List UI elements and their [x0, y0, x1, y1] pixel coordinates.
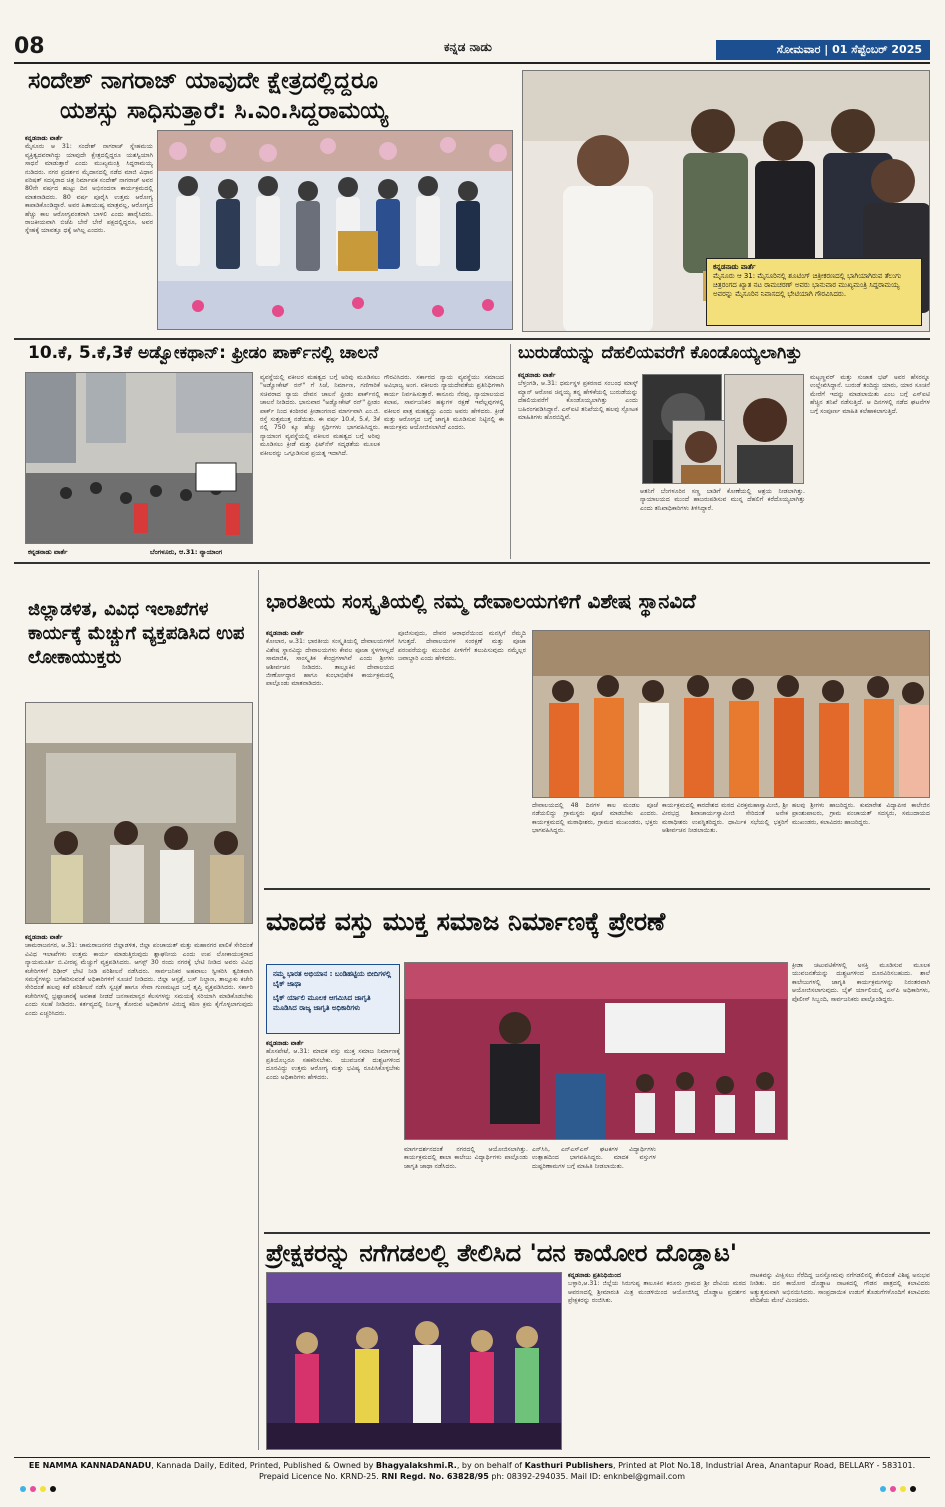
story6-sidebar	[266, 964, 400, 1034]
story1-headline-line1: ಸಂದೇಶ್ ನಾಗರಾಜ್ ಯಾವುದೇ ಕ್ಷೇತ್ರದಲ್ಲಿದ್ದರೂ	[28, 68, 378, 94]
column-divider	[510, 344, 511, 559]
story6-body-col4: ಕ್ರೀಡಾ ಚಟುವಟಿಕೆಗಳಲ್ಲಿ ಅಸಕ್ತಿ ಮೂಡಿಸುವ ಮೂಲಕ ಯುವಜನತೆಯನ್ನು ದುಶ್ಚಟಗಳಿಂದ ದೂರವಿರಿಸಬಹುದು. ಶಾಲೆ ಕಾಲೇಜುಗಳಲ್ಲಿ ಜಾಗೃತಿ ಕಾರ್ಯಕ್ರಮಗಳನ್ನು ನಿರಂತರವಾಗಿ ಆಯೋಜಿಸಲಾಗುವುದು. ಬೈಕ್ ರ್ಯಾಲಿಯಲ್ಲಿ ಎಸ್‌ಪಿ ಅಧಿಕಾರಿಗಳು, ಪೊಲೀಸ್ ಸಿಬ್ಬಂದಿ, ಸಾರ್ವಜನಿಕರು ಪಾಲ್ಗೊಂಡಿದ್ದರು.	[792, 962, 930, 1003]
drama-stage-illustration	[267, 1273, 562, 1450]
footer-contact: ph: 08392-294035. Mail ID: enknbel@gmail.com	[488, 1472, 685, 1481]
registration-marks-right	[880, 1486, 916, 1492]
divider	[264, 888, 930, 890]
story3-body-col3: ಮಟ್ಟಣ್ಣವರ್ ಮತ್ತು ಸುಜಾತ ಭಟ್ ಅವರ ಹೆಸರನ್ನೂ ಉಲ್ಲೇಖಿಸಿದ್ದಾನೆ. ಬುರುಡೆ ತಂದಿದ್ದು ಯಾರು, ಯಾರ ಸೂಚನೆ ಮೇರೆಗೆ ಇದನ್ನು ಮಾಡಲಾಯಿತು ಎಂಬ ಬಗ್ಗೆ ಎಸ್‌ಐಟಿ ಹೆಚ್ಚಿನ ತನಿಖೆ ನಡೆಸುತ್ತಿದೆ. ಆ ದಿನಗಳಲ್ಲಿ ನಡೆದ ಘಟನೆಗಳ ಬಗ್ಗೆ ಸಂಪೂರ್ಣ ಮಾಹಿತಿ ಕಲೆಹಾಕಲಾಗುತ್ತಿದೆ.	[810, 374, 930, 415]
lokayukta-visit-illustration	[26, 703, 253, 924]
story5-byline: ಕನ್ನಡನಾಡು ವಾರ್ತೆ	[266, 630, 304, 637]
story4-body	[25, 934, 253, 1446]
story7-headline: ಪ್ರೇಕ್ಷಕರನ್ನು ನಗೆಗಡಲಲ್ಲಿ ತೇಲಿಸಿದ 'ದನ ಕಾಯೋರ ದೊಡ್ಡಾಟ'	[266, 1239, 738, 1267]
story4-photo	[25, 702, 253, 924]
story5-body-col1	[266, 630, 394, 800]
person2-illustration	[725, 375, 804, 484]
story2-body-col1: ವ್ಯವಸ್ಥೆಯಲ್ಲಿ ವಕೀಲರ ಮಹತ್ವದ ಬಗ್ಗೆ ಅರಿವು ಮೂಡಿಸಲು "ಅಡ್ವೋಕೇಟ್ ರನ್" ಗೆ ಸಿಜೆ, ನಿರ್ಮಾಣ, ಗಣಿಗಾರಿಕೆ ಸಚಿವರಾದ ನ್ಯಾಯ ದೇವನ ಚಾಲನೆ ಫ್ರೀಡಂ ಪಾರ್ಕ್‌ನಲ್ಲಿ ಚಾಲನೆ ನೀಡಿದರು. ಭಾನುವಾರ "ಅಡ್ವೋಕೇಟ್ ರನ್" ಫ್ರೀಡಂ ಪಾರ್ಕ್ ನಿಂದ ಕಂಠೀರವ ಕ್ರೀಡಾಂಗಣದ ಮಾರ್ಗವಾಗಿ ಎಂ.ಜಿ. ರಸ್ತೆ ಸುತ್ತಮುತ್ತ ನಡೆಯಿತು. ಈ ವರ್ಷ 10.ಕೆ, 5.ಕೆ, 3ಕೆ ನಲ್ಲಿ 750 ಕ್ಕೂ ಹೆಚ್ಚು ಸ್ಪರ್ಧಿಗಳು ಭಾಗವಹಿಸಿದ್ದರು. ನ್ಯಾಯಾಂಗ ವ್ಯವಸ್ಥೆಯಲ್ಲಿ ವಕೀಲರ ಮಹತ್ವದ ಬಗ್ಗೆ ಅರಿವು ಮೂಡಿಸಲು ಕ್ರೀಡೆ ಮತ್ತು ಫಿಟ್‌ನೆಸ್ ಸದೃಢತೆಯ ಮೂಲಕ ವಕೀಲರನ್ನು ಒಗ್ಗೂಡಿಸುವ ಪ್ರಯತ್ನ ಇದಾಗಿದೆ.	[260, 374, 380, 457]
story3-text-col1: ಬೆಳ್ತಂಗಡಿ, ಆ.31: ಧರ್ಮಸ್ಥಳ ಪ್ರಕರಣದ ಸಂಬಂಧ ಮಾಸ್ಕ್ ಮ್ಯಾನ್ ಆರೋಪ ಚಿನ್ನಯ್ಯ ತನ್ನ ಹೇಳಿಕೆಯಲ್ಲಿ ಬುರುಡೆಯನ್ನು ದೆಹಲಿಯವರೆಗೆ ಕೊಂಡೊಯ್ಯಲಾಗಿತ್ತು ಎಂದು ಬಹಿರಂಗಪಡಿಸಿದ್ದಾನೆ. ಎಸ್‌ಐಟಿ ತನಿಖೆಯಲ್ಲಿ ಹಲವು ಸ್ಫೋಟಕ ಮಾಹಿತಿಗಳು ಹೊರಬಿದ್ದಿವೆ.	[518, 380, 638, 422]
story2-credit-right: ಬೆಂಗಳೂರು, ಆ.31: ನ್ಯಾಯಾಂಗ	[150, 548, 223, 556]
story1-caption-text: ಮೈಸೂರು ಆ 31: ಮೈಸೂರಿನಲ್ಲಿ ಶೂಟಿಂಗ್ ಚಿತ್ರೀಕರಣದಲ್ಲಿ ಭಾಗಿಯಾಗಿರುವ ತೆಲುಗು ಚಿತ್ರರಂಗದ ಖ್ಯಾತ ನಟ ರಾಮಚರಣ್ ಅವರು ಭಾನುವಾರ ಮುಖ್ಯಮಂತ್ರಿ ಸಿದ್ದರಾಮಯ್ಯ ಅವರನ್ನು ಮೈಸೂರಿನ ನಿವಾಸದಲ್ಲಿ ಭೇಟಿಯಾಗಿ ಗೌರವಿಸಿದರು.	[713, 272, 902, 298]
group-photo-illustration	[158, 131, 513, 330]
story6-sidebar-line2: ಬೈಕ್ ರ್ಯಾಲಿ ಮೂಲಕ ಆಗಮಿಸಿದ ಜಾಗೃತಿ ಮೂಡಿಸಿದ ರಾಜ್ಯ ಜಾಗೃತಿ ಅಧಿಕಾರಿಗಳು	[273, 994, 371, 1012]
rally-photo-illustration	[26, 373, 253, 544]
story3-headline: ಬುರುಡೆಯನ್ನು ದೆಹಲಿಯವರೆಗೆ ಕೊಂಡೊಯ್ಯಲಾಗಿತ್ತು	[518, 343, 803, 363]
registration-marks-left	[20, 1486, 56, 1492]
brand-name: ಕನ್ನಡ ನಾಡು	[444, 40, 492, 54]
story6-body-col3: ಎನ್‌ಸಿಸಿ, ಎನ್‌ಎಸ್‌ಎಸ್ ಘಟಕಗಳ ವಿದ್ಯಾರ್ಥಿಗಳು ಉತ್ಸಾಹದಿಂದ ಭಾಗವಹಿಸಿದ್ದರು. ಮಾದಕ ವಸ್ತುಗಳ ದುಷ್ಪರಿಣಾಮಗಳ ಬಗ್ಗೆ ಮಾಹಿತಿ ನೀಡಲಾಯಿತು.	[532, 1146, 656, 1170]
story1-group-photo	[157, 130, 513, 330]
story3-body-col2: ಆತನಿಗೆ ಬೆಂಗಳೂರಿನ ಸಣ್ಣ ಬಾಡಿಗೆ ಕೋಣೆಯಲ್ಲಿ ಆಶ್ರಯ ನೀಡಲಾಗಿತ್ತು. ನ್ಯಾಯಾಲಯದ ಮುಂದೆ ಹಾಜರುಪಡಿಸುವ ಮುನ್ನ ದೆಹಲಿಗೆ ಕರೆದೊಯ್ಯಲಾಗಿತ್ತು ಎಂದು ತನಿಖಾಧಿಕಾರಿಗಳು ತಿಳಿಸಿದ್ದಾರೆ.	[640, 488, 805, 512]
footer-rni: RNI Regd. No. 63828/95	[381, 1472, 489, 1481]
footer-publisher: Kasthuri Publishers	[524, 1461, 613, 1470]
speaker-event-illustration	[405, 963, 788, 1140]
story3-body-col1	[518, 372, 638, 484]
date-band: ಸೋಮವಾರ | 01 ಸೆಪ್ಟೆಂಬರ್ 2025	[716, 40, 930, 60]
story3-person1-photo	[672, 420, 728, 484]
story7-byline: ಕನ್ನಡನಾಡು ಪ್ರತಿನಿಧಿಯಿಂದ	[568, 1272, 622, 1279]
story7-drama-photo	[266, 1272, 562, 1450]
story5-swamiji-photo	[532, 630, 930, 798]
story6-speaker-photo	[404, 962, 788, 1140]
story4-byline: ಕನ್ನಡನಾಡು ವಾರ್ತೆ	[25, 934, 63, 941]
page-number: 08	[14, 34, 45, 59]
footer-owner: Bhagyalakshmi.R.	[375, 1461, 457, 1470]
swamiji-group-illustration	[533, 631, 930, 798]
story5-body-col3: ದೇವಾಲಯದಲ್ಲಿ 48 ದಿನಗಳ ಕಾಲ ಮಂಡಲ ಪೂಜೆ ನಡೆಯಲಿದ್ದು ಗ್ರಾಮಸ್ಥರು ಪೂಜೆ ಮಾಡಬೇಕು ಎಂದರು. ಕಾರ್ಯಕ್ರಮದಲ್ಲಿ ಮಠಾಧೀಶರು, ಗ್ರಾಮದ ಮುಖಂಡರು, ಭಕ್ತರು ಭಾಗವಹಿಸಿದ್ದರು.	[532, 802, 658, 835]
story2-headline: 10.ಕೆ, 5.ಕೆ,3ಕೆ ಅಡ್ವೋಕಥಾನ್: ಫ್ರೀಡಂ ಪಾರ್ಕ್‌ನಲ್ಲಿ ಚಾಲನೆ	[28, 343, 379, 363]
story2-body-col2: ಗೌರವಿಸಿದರು. ಸರ್ಕಾರದ ನ್ಯಾಯ ವ್ಯವಸ್ಥೆಯು ಸಮಾಜದ ಅವಿಭಾಜ್ಯ ಅಂಗ. ವಕೀಲರು ನ್ಯಾಯದೇವತೆಯ ಪ್ರತಿನಿಧಿಗಳಾಗಿ ಕಾರ್ಯ ನಿರ್ವಹಿಸುತ್ತಾರೆ. ಕಾನೂನು ನೆರವು, ನ್ಯಾಯಾಲಯದ ಕಲಾಪ, ಸಾರ್ವಜನಿಕರ ಹಕ್ಕುಗಳ ರಕ್ಷಣೆ ಇವೆಲ್ಲವುಗಳಲ್ಲಿ ವಕೀಲರ ಪಾತ್ರ ಮಹತ್ವದ್ದು ಎಂದು ಅವರು ಹೇಳಿದರು. ಕ್ರೀಡೆ ಮತ್ತು ಆರೋಗ್ಯದ ಬಗ್ಗೆ ಜಾಗೃತಿ ಮೂಡಿಸುವ ನಿಟ್ಟಿನಲ್ಲಿ ಈ ಕಾರ್ಯಕ್ರಮ ಆಯೋಜಿಸಲಾಗಿದೆ ಎಂದರು.	[384, 374, 504, 432]
story7-body-col2: ನಾಟಕವನ್ನು ವೀಕ್ಷಿಸಲು ನೆರೆದಿದ್ದ ಜನಸ್ತೋಮವು ನಗೆಗಡಲಿನಲ್ಲಿ ತೇಲಿದಂತೆ ವಿಶಿಷ್ಟ ಅನುಭವ ನೀಡಿತು. ದನ ಕಾಯೋರ ದೊಡ್ಡಾಟ ನಾಟಕದಲ್ಲಿ ಗೌಡನ ಪಾತ್ರದಲ್ಲಿ ಕಲಾವಿದರು ಅತ್ಯುತ್ತಮವಾಗಿ ಅಭಿನಯಿಸಿದರು. ಸಾಂಪ್ರದಾಯಿಕ ಉಡುಗೆ ತೊಡುಗೆಗಳೊಂದಿಗೆ ಕಲಾವಿದರು ವೇದಿಕೆಯ ಮೇಲೆ ಮಿಂಚಿದರು.	[750, 1272, 930, 1305]
story4-text: ಚಾಮರಾಜನಗರ, ಆ.31: ಚಾಮರಾಜನಗರ ಜಿಲ್ಲಾಡಳಿತ, ಜಿಲ್ಲಾ ಪಂಚಾಯತ್ ಮತ್ತು ಮಹಾನಗರ ಪಾಲಿಕೆ ಸೇರಿದಂತೆ ವಿವಿಧ ಇಲಾಖೆಗಳು ಉತ್ತಮ ಕಾರ್ಯ ಮಾಡುತ್ತಿರುವುದು ಶ್ಲಾಘನೀಯ ಎಂದು ಉಪ ಲೋಕಾಯುಕ್ತರಾದ ನ್ಯಾಯಮೂರ್ತಿ ಬಿ.ವೀರಪ್ಪ ಮೆಚ್ಚುಗೆ ವ್ಯಕ್ತಪಡಿಸಿದರು. ಆಗಸ್ಟ್ 30 ರಂದು ನಗರಕ್ಕೆ ಭೇಟಿ ನೀಡಿದ ಅವರು ವಿವಿಧ ಕಚೇರಿಗಳಿಗೆ ದಿಢೀರ್ ಭೇಟಿ ನೀಡಿ ಪರಿಶೀಲನೆ ನಡೆಸಿದರು. ಸಾರ್ವಜನಿಕರ ಅಹವಾಲು ಸ್ವೀಕರಿಸಿ ತ್ವರಿತವಾಗಿ ಸಮಸ್ಯೆಗಳನ್ನು ಬಗೆಹರಿಸುವಂತೆ ಅಧಿಕಾರಿಗಳಿಗೆ ಸೂಚನೆ ನೀಡಿದರು. ಜಿಲ್ಲಾ ಆಸ್ಪತ್ರೆ, ಬಸ್ ನಿಲ್ದಾಣ, ತಾಲ್ಲೂಕು ಕಚೇರಿ ಸೇರಿದಂತೆ ಹಲವು ಕಡೆ ಪರಿಶೀಲನೆ ನಡೆಸಿ ಸ್ವಚ್ಛತೆ ಹಾಗೂ ಸೇವಾ ಗುಣಮಟ್ಟದ ಬಗ್ಗೆ ತೃಪ್ತಿ ವ್ಯಕ್ತಪಡಿಸಿದರು. ಸರ್ಕಾರಿ ಕಚೇರಿಗಳಲ್ಲಿ ಭ್ರಷ್ಟಾಚಾರಕ್ಕೆ ಅವಕಾಶ ನೀಡದೆ ಜನಸಾಮಾನ್ಯರ ಕೆಲಸಗಳನ್ನು ಸಮಯಕ್ಕೆ ಸರಿಯಾಗಿ ಮಾಡಿಕೊಡಬೇಕು ಎಂದು ಸಲಹೆ ನೀಡಿದರು. ಕರ್ತವ್ಯದಲ್ಲಿ ನಿರ್ಲಕ್ಷ್ಯ ತೋರುವ ಅಧಿಕಾರಿಗಳ ವಿರುದ್ಧ ಕಠಿಣ ಕ್ರಮ ಕೈಗೊಳ್ಳಲಾಗುವುದು ಎಂದು ಎಚ್ಚರಿಸಿದರು.	[25, 942, 253, 1017]
story6-sidebar-line1: ನಮ್ಮ ಭಾರತ ಅಭಿಯಾನ : ಬಂಡಿಹಟ್ಟಿಯ ಬೀದಿಗಳಲ್ಲಿ ಬೈಕ್ ಜಾಥಾ	[273, 970, 392, 988]
divider	[14, 562, 930, 564]
footer-line1b: , by on behalf of	[456, 1461, 525, 1470]
story4-headline: ಜಿಲ್ಲಾಡಳಿತ, ವಿವಿಧ ಇಲಾಖೆಗಳ ಕಾರ್ಯಕ್ಕೆ ಮೆಚ್ಚುಗೆ ವ್ಯಕ್ತಪಡಿಸಿದ ಉಪ ಲೋಕಾಯುಕ್ತರು	[28, 599, 245, 668]
story6-byline: ಕನ್ನಡನಾಡು ವಾರ್ತೆ	[266, 1040, 304, 1047]
story6-headline: ಮಾದಕ ವಸ್ತು ಮುಕ್ತ ಸಮಾಜ ನಿರ್ಮಾಣಕ್ಕೆ ಪ್ರೇರಣೆ	[266, 907, 666, 936]
story1-byline: ಕನ್ನಡನಾಡು ವಾರ್ತೆ	[25, 135, 63, 142]
story6-body-col2: ಮಾರ್ಗದರ್ಶನದಂತೆ ನಗರದಲ್ಲಿ ಆಯೋಜಿಸಲಾಗಿತ್ತು. ಕಾರ್ಯಕ್ರಮದಲ್ಲಿ ಶಾಲಾ ಕಾಲೇಜು ವಿದ್ಯಾರ್ಥಿಗಳು ಪಾಲ್ಗೊಂಡು ಜಾಗೃತಿ ಜಾಥಾ ನಡೆಸಿದರು.	[404, 1146, 528, 1170]
footer-paper-name: EE NAMMA KANNADANADU	[28, 1461, 152, 1470]
story1-text: ಮೈಸೂರು ಆ 31: ಸಂದೇಶ್ ನಾಗರಾಜ್ ಸ್ನೇಹಮಯ ವ್ಯಕ್ತಿತ್ವದವರಾಗಿದ್ದು ಯಾವುದೇ ಕ್ಷೇತ್ರದಲ್ಲಿದ್ದರೂ ಯಶಸ್ವಿಯಾಗಿ ಸಾಧನೆ ಮಾಡುತ್ತಾರೆ ಎಂದು ಮುಖ್ಯಮಂತ್ರಿ ಸಿದ್ದರಾಮಯ್ಯ ನುಡಿದರು. ನಗರ ಪ್ರದರ್ಶನ ಮೈದಾನದಲ್ಲಿ ನಡೆದ ಮಾಜಿ ವಿಧಾನ ಪರಿಷತ್ ಸದಸ್ಯರಾದ ಚಿತ್ರ ನಿರ್ಮಾಪಕ ಸಂದೇಶ್ ನಾಗರಾಜ್ ಅವರ 80ನೇ ವರ್ಷದ ಹುಟ್ಟು ದಿನ ಅಭಿನಂದನಾ ಕಾರ್ಯಕ್ರಮದಲ್ಲಿ ಮಾತನಾಡಿದರು. 80 ವರ್ಷ ಪೂರೈಸಿ ಉತ್ತಮ ಆರೋಗ್ಯ ಕಾಪಾಡಿಕೊಂಡಿದ್ದಾರೆ. ಅವರ ಹಿತಾಯುಷ್ಯ ಮಾತ್ರವಲ್ಲ, ಆರೋಗ್ಯದ ಹೆಚ್ಚು ಕಾಲ ಆರೋಗ್ಯವಂತರಾಗಿ ಬಾಳಲಿ ಎಂದು ಹಾರೈಸಿದರು. ರಾಜಕೀಯವಾಗಿ ಬಿಜೆಪಿ ಬೇರೆ ಬೇರೆ ಪಕ್ಷದಲ್ಲಿದ್ದರೂ, ಅವರ ಸ್ನೇಹಕ್ಕೆ ಯಾವತ್ತೂ ಧಕ್ಕೆ ಆಗಿಲ್ಲ ಎಂದರು.	[25, 143, 153, 235]
story5-body-col2: ಪೂಜಿಸುವುದು, ದೇವರ ಆರಾಧನೆಯಿಂದ ಮನಸ್ಸಿಗೆ ನೆಮ್ಮದಿ ಸಿಗುತ್ತದೆ. ದೇವಾಲಯಗಳ ಸಂರಕ್ಷಣೆ ಮತ್ತು ಪೂಜಾ ಪರಂಪರೆಯನ್ನು ಮುಂದಿನ ಪೀಳಿಗೆಗೆ ತಲುಪಿಸುವುದು ನಮ್ಮೆಲ್ಲರ ಜವಾಬ್ದಾರಿ ಎಂದು ಹೇಳಿದರು.	[398, 630, 526, 663]
footer-line1c: , Printed at Plot No.18, Industrial Area, Anantapur Road, BELLARY - 583101.	[612, 1461, 916, 1470]
story6-text-col1: ಹೊಸಪೇಟೆ, ಆ.31: ಮಾದಕ ವಸ್ತು ಮುಕ್ತ ಸಮಾಜ ನಿರ್ಮಾಣಕ್ಕೆ ಪ್ರತಿಯೊಬ್ಬರೂ ಸಹಕರಿಸಬೇಕು. ಯುವಜನತೆ ದುಶ್ಚಟಗಳಿಂದ ದೂರವಿದ್ದು ಉತ್ತಮ ಆರೋಗ್ಯ ಮತ್ತು ಭವಿಷ್ಯ ರೂಪಿಸಿಕೊಳ್ಳಬೇಕು ಎಂದು ಅಧಿಕಾರಿಗಳು ಹೇಳಿದರು.	[266, 1048, 400, 1081]
story2-rally-photo	[25, 372, 253, 544]
imprint-footer	[14, 1457, 930, 1482]
story5-body-col5: ಹಲವು ಶ್ರೀಗಳು ಹಾಜರಿದ್ದರು. ಕುಮಾರೇಶ ವಿದ್ಯಾಪೀಠ ಕಾಲೇಜಿನ ಪ್ರಾಂಶುಪಾಲರು, ಗ್ರಾಮ ಪಂಚಾಯತ್ ಸದಸ್ಯರು, ಸಮುದಾಯದ ಮುಖಂಡರು, ಕಲಾವಿದರು ಹಾಜರಿದ್ದರು.	[792, 802, 930, 826]
divider	[14, 338, 930, 340]
divider	[264, 1232, 930, 1234]
story1-body	[25, 135, 153, 330]
story6-body-col1	[266, 1040, 400, 1225]
story7-text-col1: ಬಳ್ಳಾರಿ,ಆ.31: ಜಿಲ್ಲೆಯ ಸಿರುಗುಪ್ಪ ತಾಲೂಕಿನ ಕರೂರು ಗ್ರಾಮದ ಶ್ರೀ ದೇವಿಯ ಮಠದ ಆವರಣದಲ್ಲಿ ಶ್ರೀಮಾರುತಿ ಮಿತ್ರ ಮಂಡಳಿಯಿಂದ ಆಯೋಜಿಸಿದ್ದ ದೊಡ್ಡಾಟ ಪ್ರದರ್ಶನ ಪ್ರೇಕ್ಷಕರನ್ನು ರಂಜಿಸಿತು.	[568, 1280, 746, 1305]
footer-licence: Prepaid Licence No. KRND-25.	[258, 1472, 382, 1481]
story5-body-col4: ಕಾರ್ಯಕ್ರಮದಲ್ಲಿ ಕಾರದೇಶದ ಮಠದ ವಿರಕ್ತಮಹಾಸ್ವಾಮೀಜಿ, ಶ್ರೀ ವೀರಭದ್ರ ಶಿವಾಚಾರ್ಯಸ್ವಾಮೀಜಿ ಸೇರಿದಂತೆ ಅನೇಕ ಮಠಾಧೀಶರು ಉಪಸ್ಥಿತರಿದ್ದರು. ಧಾರ್ಮಿಕ ಸಭೆಯಲ್ಲಿ ಭಕ್ತರಿಗೆ ಆಶೀರ್ವಚನ ನೀಡಲಾಯಿತು.	[662, 802, 788, 835]
page-header	[14, 36, 930, 64]
story2-credit-left: ಕನ್ನಡನಾಡು ವಾರ್ತೆ	[28, 548, 68, 556]
person1-illustration	[673, 421, 728, 484]
story1-caption-byline: ಕನ್ನಡನಾಡು ವಾರ್ತೆ	[713, 263, 756, 271]
story5-text-col1: ಕೋಲಾರ, ಆ.31: ಭಾರತೀಯ ಸಂಸ್ಕೃತಿಯಲ್ಲಿ ದೇವಾಲಯಗಳಿಗೆ ವಿಶೇಷ ಸ್ಥಾನವಿದ್ದು ದೇವಾಲಯಗಳು ಕೇವಲ ಪೂಜಾ ಸ್ಥಳಗಳಲ್ಲದೆ ಸಾಮಾಜಿಕ, ಸಾಂಸ್ಕೃತಿಕ ಕೇಂದ್ರಗಳಾಗಿವೆ ಎಂದು ಶ್ರೀಗಳು ಆಶೀರ್ವಚನ ನೀಡಿದರು. ತಾಲ್ಲೂಕಿನ ದೇವಾಲಯದ ಜೀರ್ಣೋದ್ಧಾರ ಹಾಗೂ ಕುಂಭಾಭಿಷೇಕ ಕಾರ್ಯಕ್ರಮದಲ್ಲಿ ಪಾಲ್ಗೊಂಡು ಮಾತನಾಡಿದರು.	[266, 638, 394, 688]
story3-person2-photo	[724, 374, 804, 484]
column-divider	[258, 570, 259, 1450]
story1-caption-box	[706, 258, 922, 326]
story3-byline: ಕನ್ನಡನಾಡು ವಾರ್ತೆ	[518, 372, 556, 379]
story1-headline-line2: ಯಶಸ್ಸು ಸಾಧಿಸುತ್ತಾರೆ: ಸಿ.ಎಂ.ಸಿದ್ದರಾಮಯ್ಯ	[60, 98, 389, 124]
story5-headline: ಭಾರತೀಯ ಸಂಸ್ಕೃತಿಯಲ್ಲಿ ನಮ್ಮ ದೇವಾಲಯಗಳಿಗೆ ವಿಶೇಷ ಸ್ಥಾನವಿದೆ	[266, 589, 696, 613]
story7-body-col1	[568, 1272, 746, 1448]
footer-line1: , Kannada Daily, Edited, Printed, Published & Owned by	[151, 1461, 376, 1470]
